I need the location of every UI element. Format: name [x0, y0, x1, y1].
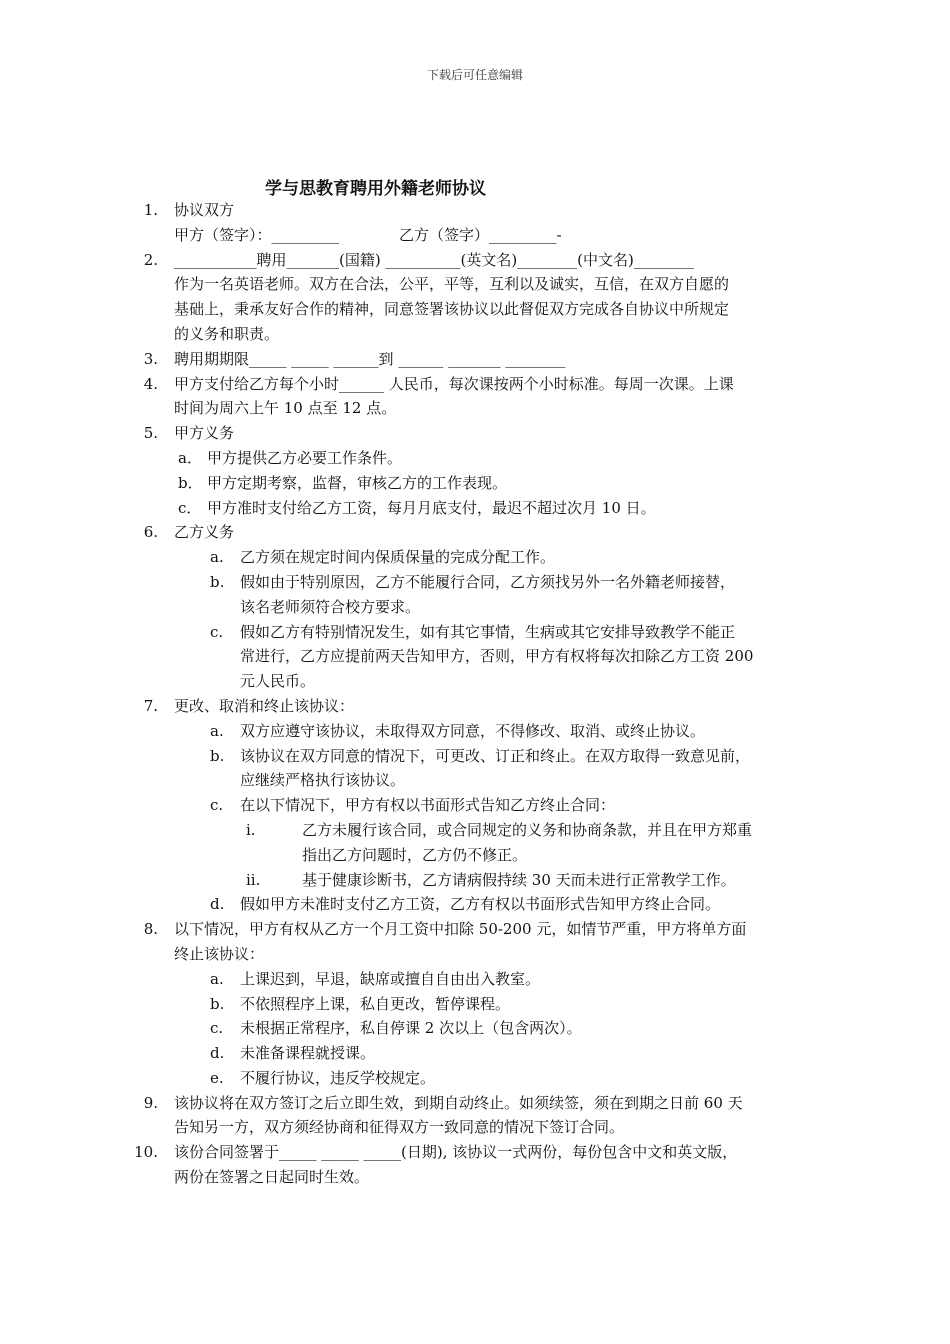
item-label: c．	[178, 498, 202, 517]
clause-line	[0, 1165, 950, 1190]
clause-text: 乙方须在规定时间内保质保量的完成分配工作。	[240, 548, 556, 567]
clause-text: 告知另一方，双方须经协商和征得双方一致同意的情况下签订合同。	[174, 1118, 625, 1137]
page-header: 下载后可任意编辑	[426, 68, 523, 82]
clause-line	[0, 768, 950, 793]
clause-text: 假如由于特别原因，乙方不能履行合同，乙方须找另外一名外籍老师接替，	[240, 572, 736, 591]
clause-text: 常进行，乙方应提前两天告知甲方，否则，甲方有权将每次扣除乙方工资 200	[240, 647, 754, 666]
clause-text: 甲方支付给乙方每个小时______ 人民币，每次课按两个小时标准。每周一次课。上课	[174, 374, 734, 393]
clause-line	[0, 471, 950, 496]
clause-text: 甲方准时支付给乙方工资，每月月底支付，最迟不超过次月 10 日。	[207, 498, 656, 517]
clause-text: 甲方（签字）：_________ 乙方（签字）_________-	[174, 225, 562, 244]
clause-text: 该协议在双方同意的情况下，可更改、订正和终止。在双方取得一致意见前，	[240, 746, 751, 765]
clause-line	[0, 669, 950, 694]
clause-line	[0, 421, 950, 446]
clause-line	[0, 917, 950, 942]
item-label: b.	[210, 572, 225, 591]
clause-number: 3.	[143, 349, 158, 368]
clause-number: 2.	[143, 250, 158, 269]
clause-line	[0, 248, 950, 273]
item-label: c.	[210, 622, 224, 641]
clause-line	[0, 992, 950, 1017]
clause-number: 1.	[143, 201, 158, 219]
clause-line	[0, 198, 950, 223]
clause-line	[0, 570, 950, 595]
clause-line	[0, 272, 950, 297]
clause-text: 不履行协议，违反学校规定。	[240, 1068, 436, 1087]
clause-line	[0, 967, 950, 992]
clause-line	[0, 545, 950, 570]
clause-text: 元人民币。	[240, 672, 316, 691]
clause-line	[0, 1016, 950, 1041]
item-label: a．	[178, 448, 202, 467]
clause-line	[0, 446, 950, 471]
clause-text: 乙方未履行该合同，或合同规定的义务和协商条款，并且在甲方郑重	[302, 820, 753, 839]
subitem-label: ii.	[246, 870, 261, 889]
clause-line	[0, 644, 950, 669]
clause-line	[0, 843, 950, 868]
subitem-label: i.	[246, 820, 256, 839]
item-label: d.	[210, 1044, 225, 1063]
clause-text: 上课迟到，早退，缺席或擅自自由出入教室。	[240, 969, 541, 988]
clause-text: 作为一名英语老师。双方在合法，公平，平等，互利以及诚实，互信，在双方自愿的	[174, 275, 730, 294]
item-label: e.	[210, 1068, 224, 1087]
clause-text: 甲方定期考察，监督，审核乙方的工作表现。	[207, 473, 508, 492]
clause-line	[0, 297, 950, 322]
clause-text: 假如乙方有特别情况发生，如有其它事情，生病或其它安排导致教学不能正	[240, 622, 736, 641]
clause-text: 甲方义务	[174, 424, 235, 443]
clause-text: 基于健康诊断书，乙方请病假持续 30 天而未进行正常教学工作。	[302, 870, 736, 889]
clause-text: 该份合同签署于_____ _____ _____(日期), 该协议一式两份，每份包含中文和英文版，	[174, 1143, 738, 1162]
clause-line	[0, 620, 950, 645]
clause-text: 聘用期期限_____ _____ ______到 ______ _______ ________	[174, 349, 566, 368]
clause-line	[0, 496, 950, 521]
clause-text: 两份在签署之日起同时生效。	[174, 1168, 370, 1187]
clause-text: 甲方提供乙方必要工作条件。	[207, 448, 403, 467]
clause-text: 乙方义务	[174, 523, 235, 542]
clause-number: 4.	[143, 374, 158, 393]
clause-line	[0, 892, 950, 917]
clause-line	[0, 372, 950, 397]
clause-line	[0, 520, 950, 545]
clause-line	[0, 347, 950, 372]
clause-text: 协议双方	[174, 201, 235, 219]
clause-line	[0, 223, 950, 248]
clause-number: 7.	[143, 696, 158, 715]
clause-line	[0, 1041, 950, 1066]
document-body	[0, 198, 950, 1190]
item-label: b.	[210, 746, 225, 765]
clause-text: 应继续严格执行该协议。	[240, 771, 406, 790]
clause-line	[0, 595, 950, 620]
clause-text: 双方应遵守该协议，未取得双方同意，不得修改、取消、或终止协议。	[240, 721, 706, 740]
clause-text: 终止该协议：	[174, 944, 265, 963]
item-label: a.	[210, 721, 224, 740]
item-label: a.	[210, 548, 224, 567]
clause-line	[0, 322, 950, 347]
clause-text: 时间为周六上午 10 点至 12 点。	[174, 399, 397, 418]
item-label: b．	[178, 473, 203, 492]
clause-line	[0, 868, 950, 893]
clause-line	[0, 942, 950, 967]
clause-text: 在以下情况下，甲方有权以书面形式告知乙方终止合同：	[240, 796, 616, 815]
clause-text: 不依照程序上课，私自更改，暂停课程。	[240, 994, 511, 1013]
item-label: c.	[210, 796, 224, 815]
clause-text: 以下情况，甲方有权从乙方一个月工资中扣除 50-200 元，如情节严重，甲方将单方面	[174, 920, 747, 939]
clause-line	[0, 818, 950, 843]
clause-text: 未准备课程就授课。	[240, 1044, 376, 1063]
clause-number: 8.	[143, 920, 158, 939]
clause-text: 指出乙方问题时，乙方仍不修正。	[302, 845, 528, 864]
clause-line	[0, 793, 950, 818]
clause-text: 更改、取消和终止该协议：	[174, 696, 355, 715]
clause-number: 9.	[143, 1093, 158, 1112]
item-label: d.	[210, 895, 225, 914]
clause-line	[0, 1066, 950, 1091]
clause-text: 的义务和职责。	[174, 324, 280, 343]
clause-text: 该协议将在双方签订之后立即生效，到期自动终止。如须续签，须在到期之日前 60 天	[174, 1093, 743, 1112]
clause-number: 5.	[143, 424, 158, 443]
clause-line	[0, 1091, 950, 1116]
clause-line	[0, 396, 950, 421]
clause-text: 该名老师须符合校方要求。	[240, 597, 421, 616]
clause-line	[0, 694, 950, 719]
clause-text: 未根据正常程序，私自停课 2 次以上（包含两次）。	[240, 1019, 582, 1038]
item-label: a.	[210, 969, 224, 988]
document-title: 学与思教育聘用外籍老师协议	[265, 179, 486, 199]
clause-line	[0, 1115, 950, 1140]
item-label: b.	[210, 994, 225, 1013]
clause-text: ___________聘用_______(国籍) __________(英文名)________(中文名)________	[174, 250, 694, 269]
clause-text: 基础上，秉承友好合作的精神，同意签署该协议以此督促双方完成各自协议中所规定	[174, 300, 730, 319]
clause-line	[0, 1140, 950, 1165]
clause-number: 10.	[134, 1143, 158, 1162]
clause-line	[0, 744, 950, 769]
clause-text: 假如甲方未准时支付乙方工资，乙方有权以书面形式告知甲方终止合同。	[240, 895, 721, 914]
clause-number: 6.	[143, 523, 158, 542]
item-label: c.	[210, 1019, 224, 1038]
clause-line	[0, 719, 950, 744]
